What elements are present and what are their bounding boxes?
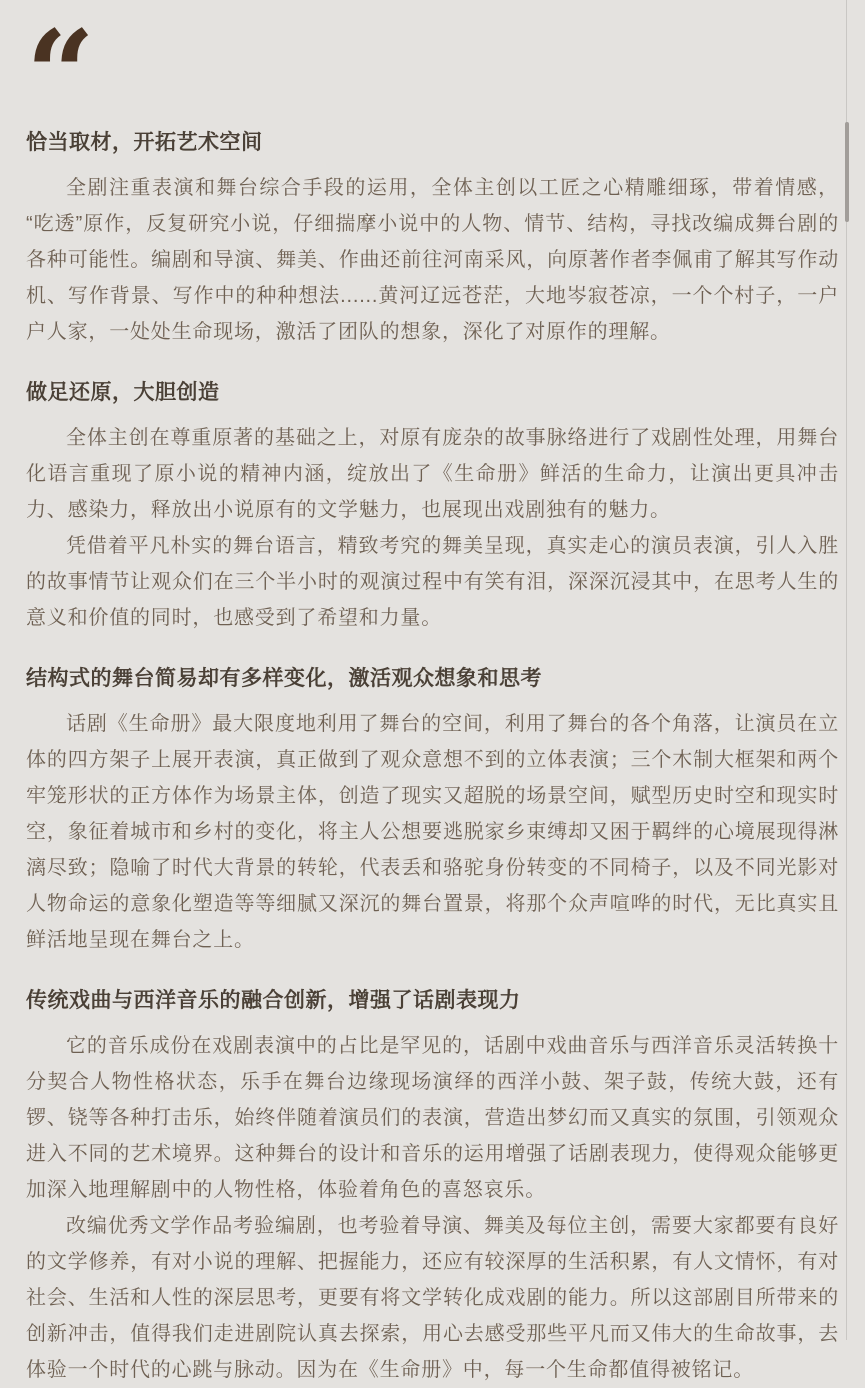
scrollbar-thumb[interactable]: [845, 122, 849, 222]
article-section: [26, 380, 839, 636]
section-heading: 结构式的舞台简易却有多样变化，激活观众想象和思考: [26, 667, 542, 690]
opening-quote-icon: “: [26, 20, 96, 100]
section-heading: 恰当取材，开拓艺术空间: [26, 131, 263, 154]
article-section: [26, 666, 839, 958]
section-paragraph: 改编优秀文学作品考验编剧，也考验着导演、舞美及每位主创，需要大家都要有良好的文学修养，有对小说的理解、把握能力，还应有较深厚的生活积累，有人文情怀，有对社会、生活和人性的深层思考，更要有将文学转化成戏剧的能力。所以这部剧目所带来的创新冲击，值得我们走进剧院认真去探索，用心去感受那些平凡而又伟大的生命故事，去体验一个时代的心跳与脉动。因为在《生命册》中，每一个生命都值得被铭记。: [26, 1215, 839, 1381]
section-paragraph: 话剧《生命册》最大限度地利用了舞台的空间，利用了舞台的各个角落，让演员在立体的四方架子上展开表演，真正做到了观众意想不到的立体表演；三个木制大框架和两个牢笼形状的正方体作为场景主体，创造了现实又超脱的场景空间，赋型历史时空和现实时空，象征着城市和乡村的变化，将主人公想要逃脱家乡束缚却又困于羁绊的心境展现得淋漓尽致；隐喻了时代大背景的转轮，代表丢和骆驼身份转变的不同椅子，以及不同光影对人物命运的意象化塑造等等细腻又深沉的舞台置景，将那个众声喧哗的时代，无比真实且鲜活地呈现在舞台之上。: [26, 713, 839, 951]
section-paragraph: 它的音乐成份在戏剧表演中的占比是罕见的，话剧中戏曲音乐与西洋音乐灵活转换十分契合人物性格状态，乐手在舞台边缘现场演绎的西洋小鼓、架子鼓，传统大鼓，还有锣、铙等各种打击乐，始终伴随着演员们的表演，营造出梦幻而又真实的氛围，引领观众进入不同的艺术境界。这种舞台的设计和音乐的运用增强了话剧表现力，使得观众能够更加深入地理解剧中的人物性格，体验着角色的喜怒哀乐。: [26, 1035, 839, 1201]
section-paragraph: 凭借着平凡朴实的舞台语言，精致考究的舞美呈现，真实走心的演员表演，引人入胜的故事情节让观众们在三个半小时的观演过程中有笑有泪，深深沉浸其中，在思考人生的意义和价值的同时，也感受到了希望和力量。: [26, 535, 839, 629]
section-paragraph: 全体主创在尊重原著的基础之上，对原有庞杂的故事脉络进行了戏剧性处理，用舞台化语言重现了原小说的精神内涵，绽放出了《生命册》鲜活的生命力，让演出更具冲击力、感染力，释放出小说原有的文学魅力，也展现出戏剧独有的魅力。: [26, 427, 839, 521]
section-heading: 传统戏曲与西洋音乐的融合创新，增强了话剧表现力: [26, 989, 521, 1012]
section-heading: 做足还原，大胆创造: [26, 381, 220, 404]
article-section: [26, 988, 839, 1388]
section-paragraph: 全剧注重表演和舞台综合手段的运用，全体主创以工匠之心精雕细琢，带着情感，“吃透”原作，反复研究小说，仔细揣摩小说中的人物、情节、结构，寻找改编成舞台剧的各种可能性。编剧和导演、舞美、作曲还前往河南采风，向原著作者李佩甫了解其写作动机、写作背景、写作中的种种想法......黄河辽远苍茫，大地岑寂苍凉，一个个村子，一户户人家，一处处生命现场，激活了团队的想象，深化了对原作的理解。: [26, 177, 839, 343]
article-section: [26, 130, 839, 350]
